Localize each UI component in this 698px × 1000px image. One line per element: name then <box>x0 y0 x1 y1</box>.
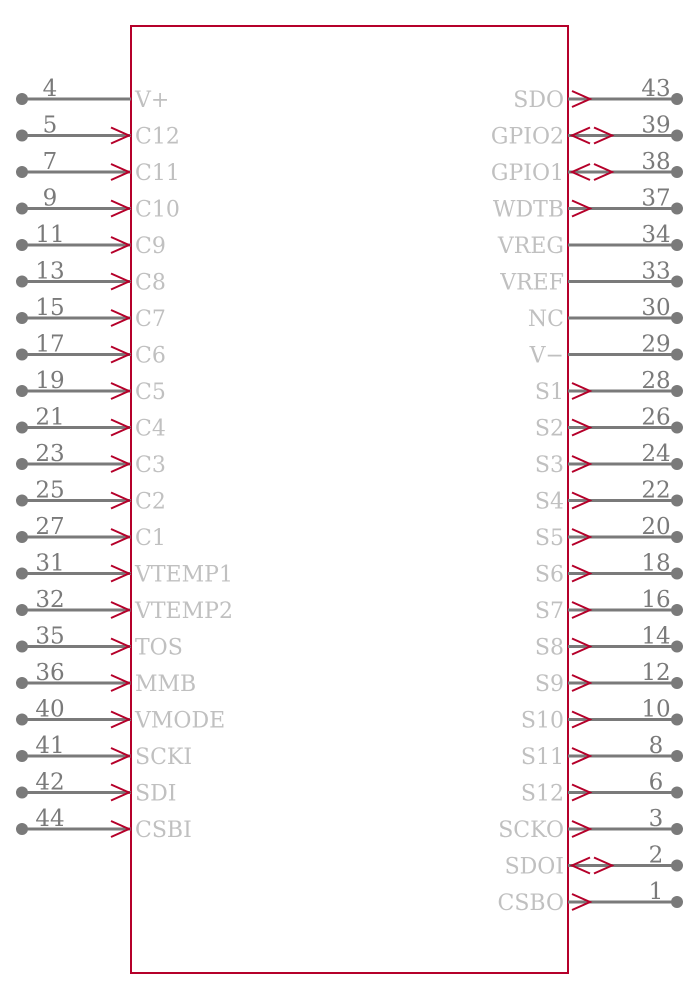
pin-name-label: C5 <box>135 380 166 405</box>
pin-name-label: C7 <box>135 307 166 332</box>
pin-name-label: TOS <box>135 635 183 661</box>
pin-number: 4 <box>42 76 58 102</box>
pin-endpoint-dot <box>16 750 28 762</box>
pin-endpoint-dot <box>671 787 683 799</box>
pin-number: 31 <box>35 550 65 577</box>
pin-left-21 <box>16 405 166 442</box>
pin-endpoint-dot <box>671 385 683 397</box>
pin-name-label: C2 <box>135 489 166 515</box>
pin-number: 42 <box>35 769 65 796</box>
pin-left-7 <box>16 149 180 186</box>
pin-name-label: SCKI <box>135 745 193 770</box>
pin-name-label: NC <box>527 307 564 332</box>
pin-left-17 <box>16 332 166 369</box>
pin-number: 7 <box>42 149 58 175</box>
pin-name-label: GPIO1 <box>490 161 564 186</box>
pin-name-label: SDI <box>135 781 177 807</box>
pin-number: 38 <box>641 149 671 175</box>
pin-name-label: VTEMP2 <box>135 599 233 624</box>
pin-name-label: V+ <box>135 88 170 113</box>
pin-number: 23 <box>35 441 65 467</box>
pin-number: 2 <box>648 842 664 869</box>
pin-right-28 <box>535 368 683 405</box>
pin-name-label: C9 <box>135 234 166 259</box>
pin-number: 37 <box>641 185 671 212</box>
pin-number: 27 <box>35 514 65 540</box>
pin-number: 34 <box>641 222 671 248</box>
pin-endpoint-dot <box>671 604 683 616</box>
pin-name-label: S5 <box>534 526 564 551</box>
pin-name-label: S3 <box>534 453 564 478</box>
pin-endpoint-dot <box>16 823 28 835</box>
pin-number: 13 <box>35 258 65 285</box>
pin-number: 14 <box>641 623 671 650</box>
pin-left-19 <box>16 368 166 405</box>
pin-name-label: C8 <box>135 270 166 296</box>
pin-left-32 <box>16 587 233 624</box>
pin-right-29 <box>529 332 683 369</box>
pin-right-10 <box>521 697 683 734</box>
pin-left-11 <box>16 222 166 259</box>
pin-left-25 <box>16 478 166 515</box>
pin-endpoint-dot <box>16 312 28 324</box>
pin-endpoint-dot <box>16 349 28 361</box>
pin-number: 10 <box>641 696 671 723</box>
pin-left-36 <box>16 660 196 697</box>
pin-number: 28 <box>641 368 671 394</box>
pin-endpoint-dot <box>16 787 28 799</box>
pin-right-43 <box>513 76 683 113</box>
pin-endpoint-dot <box>671 130 683 142</box>
pin-name-label: V− <box>529 343 564 369</box>
pin-number: 18 <box>641 550 671 577</box>
pin-name-label: GPIO2 <box>490 124 564 150</box>
pin-number: 41 <box>35 733 65 759</box>
pin-right-33 <box>499 259 683 296</box>
pin-endpoint-dot <box>16 166 28 178</box>
pin-endpoint-dot <box>671 750 683 762</box>
pin-right-6 <box>521 770 683 807</box>
pin-number: 6 <box>648 769 664 796</box>
pin-name-label: VREG <box>497 234 564 259</box>
pin-number: 1 <box>648 879 664 905</box>
pin-number: 5 <box>42 112 58 139</box>
pin-number: 12 <box>641 660 671 686</box>
pin-right-22 <box>535 478 683 515</box>
pin-name-label: C6 <box>135 343 166 369</box>
pin-right-34 <box>497 222 683 259</box>
pin-left-9 <box>16 186 180 223</box>
pin-right-16 <box>535 587 683 624</box>
pin-name-label: S9 <box>534 672 564 697</box>
pin-number: 9 <box>42 185 58 212</box>
pin-name-label: C1 <box>135 526 166 551</box>
pin-name-label: S2 <box>534 416 564 442</box>
pin-endpoint-dot <box>16 714 28 726</box>
pin-name-label: VTEMP1 <box>135 562 233 588</box>
pin-name-label: VREF <box>500 270 564 296</box>
pin-endpoint-dot <box>16 531 28 543</box>
pin-endpoint-dot <box>16 568 28 580</box>
pin-number: 17 <box>35 331 65 358</box>
pin-endpoint-dot <box>671 312 683 324</box>
pin-endpoint-dot <box>16 239 28 251</box>
pin-endpoint-dot <box>16 276 28 288</box>
pin-number: 11 <box>35 222 65 248</box>
pin-number: 29 <box>641 331 671 358</box>
pin-name-label: CSBI <box>135 818 192 843</box>
pin-right-30 <box>528 295 683 332</box>
pin-endpoint-dot <box>671 276 683 288</box>
pin-number: 43 <box>641 76 671 102</box>
pin-number: 22 <box>641 477 671 504</box>
pin-name-label: MMB <box>135 672 197 697</box>
pin-endpoint-dot <box>671 166 683 178</box>
pin-number: 25 <box>35 477 65 504</box>
pin-number: 32 <box>35 587 65 613</box>
pin-left-44 <box>16 806 192 843</box>
pin-name-label: C3 <box>135 453 166 478</box>
pin-left-4 <box>16 76 169 113</box>
pin-endpoint-dot <box>16 422 28 434</box>
pin-number: 40 <box>35 696 65 723</box>
pin-endpoint-dot <box>16 93 28 105</box>
pin-number: 20 <box>641 514 671 540</box>
pin-endpoint-dot <box>671 349 683 361</box>
pin-right-14 <box>535 624 683 661</box>
pin-name-label: SDOI <box>504 854 564 880</box>
pin-endpoint-dot <box>671 714 683 726</box>
pin-left-27 <box>16 514 166 551</box>
pin-left-13 <box>16 259 166 296</box>
pin-name-label: SCKO <box>498 818 564 843</box>
pin-number: 39 <box>641 112 671 139</box>
pin-endpoint-dot <box>16 495 28 507</box>
pin-name-label: WDTB <box>492 197 564 223</box>
pin-name-label: C10 <box>135 197 180 223</box>
pin-right-2 <box>505 843 683 880</box>
pin-number: 19 <box>35 368 65 394</box>
pin-number: 15 <box>35 295 65 321</box>
pin-endpoint-dot <box>16 641 28 653</box>
pin-right-38 <box>491 149 683 186</box>
pin-name-label: S11 <box>520 745 564 770</box>
pin-right-39 <box>491 113 683 150</box>
pin-right-12 <box>535 660 683 697</box>
pin-endpoint-dot <box>16 130 28 142</box>
pin-endpoint-dot <box>671 93 683 105</box>
right-pin-group <box>491 76 683 916</box>
pin-name-label: SDO <box>513 88 564 113</box>
pin-left-35 <box>16 624 183 661</box>
pin-number: 21 <box>35 404 65 431</box>
pin-endpoint-dot <box>16 604 28 616</box>
pin-left-23 <box>16 441 166 478</box>
left-pin-group <box>16 76 233 843</box>
pin-endpoint-dot <box>671 568 683 580</box>
pin-number: 26 <box>641 404 671 431</box>
pin-endpoint-dot <box>671 239 683 251</box>
pin-name-label: S1 <box>534 380 564 405</box>
pin-number: 8 <box>648 733 664 759</box>
pin-number: 33 <box>641 258 671 285</box>
pin-right-3 <box>498 806 683 843</box>
pin-number: 16 <box>641 587 671 613</box>
pin-name-label: VMODE <box>135 708 226 734</box>
pin-endpoint-dot <box>671 495 683 507</box>
pin-right-18 <box>535 551 683 588</box>
pin-name-label: S4 <box>534 489 564 515</box>
pin-number: 30 <box>641 295 671 321</box>
pin-name-label: S8 <box>534 635 564 661</box>
pin-number: 44 <box>35 806 65 832</box>
pin-right-37 <box>493 186 683 223</box>
pin-endpoint-dot <box>671 677 683 689</box>
pin-endpoint-dot <box>16 385 28 397</box>
pin-endpoint-dot <box>16 203 28 215</box>
pin-name-label: C4 <box>135 416 166 442</box>
pin-right-20 <box>535 514 683 551</box>
pin-right-8 <box>521 733 683 770</box>
pin-endpoint-dot <box>671 641 683 653</box>
pin-endpoint-dot <box>671 531 683 543</box>
pin-endpoint-dot <box>671 422 683 434</box>
pin-endpoint-dot <box>671 203 683 215</box>
pin-endpoint-dot <box>671 823 683 835</box>
pin-right-26 <box>535 405 683 442</box>
pin-left-15 <box>16 295 166 332</box>
pin-name-label: S12 <box>520 781 564 807</box>
pin-name-label: CSBO <box>497 891 564 916</box>
pin-number: 24 <box>641 441 671 467</box>
pin-number: 36 <box>35 660 65 686</box>
pin-number: 35 <box>35 623 65 650</box>
pin-left-41 <box>16 733 192 770</box>
pin-left-42 <box>16 770 176 807</box>
pin-endpoint-dot <box>671 896 683 908</box>
pin-name-label: S6 <box>534 562 564 588</box>
pin-number: 3 <box>648 806 664 832</box>
pin-name-label: S7 <box>534 599 564 624</box>
pin-endpoint-dot <box>671 458 683 470</box>
pin-endpoint-dot <box>671 860 683 872</box>
pin-right-24 <box>535 441 683 478</box>
pin-left-40 <box>16 697 225 734</box>
pin-name-label: S10 <box>520 708 564 734</box>
pin-endpoint-dot <box>16 677 28 689</box>
pin-left-31 <box>16 551 233 588</box>
pin-right-1 <box>497 879 683 916</box>
pin-endpoint-dot <box>16 458 28 470</box>
pin-name-label: C12 <box>135 124 180 150</box>
pin-name-label: C11 <box>135 161 180 186</box>
pin-left-5 <box>16 113 180 150</box>
